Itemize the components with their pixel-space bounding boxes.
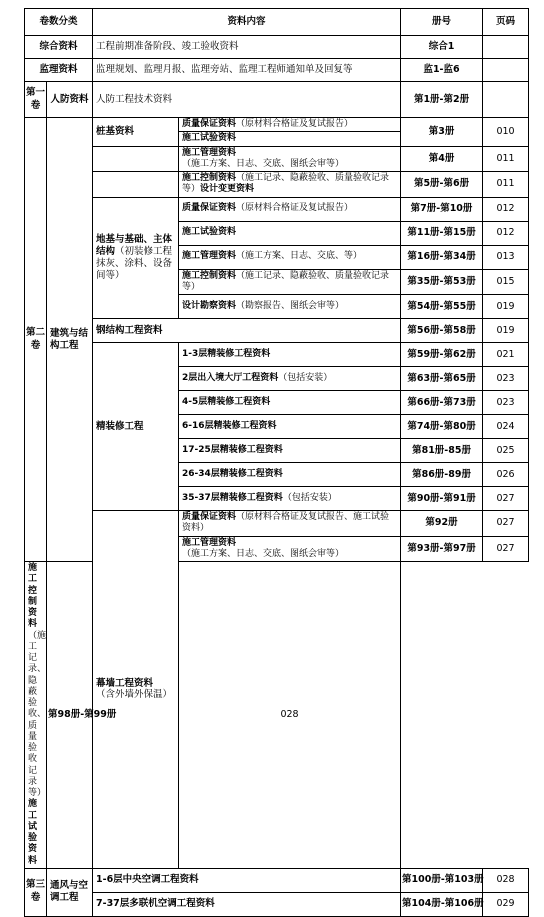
item-content: [179, 391, 401, 415]
row-book: 第66册-第73册: [401, 391, 483, 415]
row-book: 第11册-第15册: [401, 221, 483, 245]
item-title: 26-34层精装修工程资料: [182, 468, 283, 479]
item-title: 17-25层精装修工程资料: [182, 444, 283, 455]
row-page: [483, 82, 529, 118]
volume-label: 第三卷: [25, 868, 47, 916]
header-page-number: 页码: [483, 9, 529, 36]
item-title: 施工管理资料: [182, 537, 237, 548]
row-book: 第7册-第10册: [401, 197, 483, 221]
archive-index-table: [24, 8, 529, 917]
header-volume-category: 卷数分类: [25, 9, 93, 36]
item-content: [179, 221, 401, 245]
item-title: 施工管理资料: [182, 251, 237, 262]
group-note: （初装修工程抹灰、涂料、设备间等）: [96, 245, 173, 281]
row-book: 综合1: [401, 36, 483, 59]
item-content: [179, 511, 401, 537]
row-page: 028: [179, 562, 401, 869]
row-book: 第74册-第80册: [401, 415, 483, 439]
item-note: （原材料合格证及复试报告）: [236, 119, 354, 129]
item-content: [25, 562, 47, 869]
item-content: [179, 536, 401, 562]
item-title: 施工管理资料: [182, 147, 237, 158]
row-page: 012: [483, 221, 529, 245]
row-page: 024: [483, 415, 529, 439]
volume-label: 第一卷: [25, 82, 47, 118]
row-page: 019: [483, 319, 529, 343]
row-category: 监理资料: [25, 59, 93, 82]
table-row: [25, 343, 529, 367]
item-content: [179, 172, 401, 198]
item-title: 设计勘察资料: [182, 300, 237, 311]
item-content: [179, 415, 401, 439]
table-row: [25, 59, 529, 82]
table-row: [25, 172, 529, 198]
row-page: 011: [483, 172, 529, 198]
row-book: 第63册-第65册: [401, 367, 483, 391]
row-content: 监理规划、监理月报、监理旁站、监理工程师通知单及回复等: [93, 59, 401, 82]
item-title: 质量保证资料: [182, 203, 237, 214]
row-category: 通风与空调工程: [47, 868, 93, 916]
item-title: 施工试验资料: [182, 227, 237, 238]
table-row: [25, 36, 529, 59]
row-content: 1-6层中央空调工程资料: [93, 868, 401, 892]
item-title-secondary: 施工试验资料: [28, 799, 38, 866]
item-content: [179, 197, 401, 221]
row-book: 第54册-第55册: [401, 295, 483, 319]
item-note: （施工记录、隐蔽验收、质量验收记录等）: [182, 270, 390, 292]
item-title: 6-16层精装修工程资料: [182, 420, 277, 431]
table-row: [25, 146, 529, 172]
item-note: （施工方案、日志、交底、等）: [236, 251, 363, 262]
volume-label: 第二卷: [25, 118, 47, 562]
row-page: 015: [483, 269, 529, 295]
row-book: 第104册-第106册: [401, 892, 483, 916]
table-row: [25, 82, 529, 118]
row-page: 026: [483, 463, 529, 487]
header-content: 资料内容: [93, 9, 401, 36]
item-content: [179, 343, 401, 367]
row-book: 第3册: [401, 118, 483, 147]
row-page: 019: [483, 295, 529, 319]
row-page: [483, 36, 529, 59]
item-note: （勘察报告、图纸会审等）: [236, 300, 345, 311]
item-content: [179, 132, 401, 146]
row-page: 027: [483, 536, 529, 562]
item-note: （施工方案、日志、交底、图纸会审等）: [182, 548, 345, 559]
row-category: 建筑与结构工程: [47, 118, 93, 562]
item-content: [179, 245, 401, 269]
item-title: 质量保证资料: [182, 512, 237, 522]
row-book: 第92册: [401, 511, 483, 537]
row-page: 013: [483, 245, 529, 269]
item-title: 施工控制资料: [28, 563, 38, 630]
item-content: [179, 367, 401, 391]
row-book: 第1册-第2册: [401, 82, 483, 118]
row-page: 010: [483, 118, 529, 147]
item-title: 2层出入境大厅工程资料: [182, 372, 279, 383]
row-book: 第86册-89册: [401, 463, 483, 487]
row-page: 029: [483, 892, 529, 916]
row-content: 人防工程技术资料: [93, 82, 401, 118]
row-page: 012: [483, 197, 529, 221]
row-page: 027: [483, 487, 529, 511]
item-content: [179, 487, 401, 511]
row-page: 025: [483, 439, 529, 463]
header-book-number: 册号: [401, 9, 483, 36]
table-header-row: [25, 9, 529, 36]
row-book: 第16册-第34册: [401, 245, 483, 269]
group-label: [93, 197, 179, 319]
table-row: [25, 319, 529, 343]
item-content: [179, 463, 401, 487]
row-content: 钢结构工程资料: [93, 319, 401, 343]
row-book: 第100册-第103册: [401, 868, 483, 892]
row-page: [483, 59, 529, 82]
row-book: 第93册-第97册: [401, 536, 483, 562]
item-title: 施工试验资料: [182, 133, 237, 144]
item-note: （原材料合格证及复试报告）: [236, 203, 354, 214]
row-book: 第90册-第91册: [401, 487, 483, 511]
table-row: [25, 118, 529, 132]
item-title: 35-37层精装修工程资料: [182, 492, 283, 503]
table-row: [25, 197, 529, 221]
group-title: 地基与基础、主体结构: [96, 234, 173, 257]
row-book: 第5册-第6册: [401, 172, 483, 198]
item-note: （施工方案、日志、交底、图纸会审等）: [182, 158, 345, 169]
table-row: [25, 868, 529, 892]
row-content: 工程前期准备阶段、竣工验收资料: [93, 36, 401, 59]
row-page: 023: [483, 391, 529, 415]
group-note: （含外墙外保温）: [96, 689, 173, 701]
row-category: 综合资料: [25, 36, 93, 59]
item-title: 质量保证资料: [182, 119, 237, 129]
item-title: 施工控制资料: [182, 173, 237, 183]
row-page: 011: [483, 146, 529, 172]
group-title: 幕墙工程资料: [96, 677, 154, 689]
table-row: [25, 511, 529, 537]
row-book: 第56册-第58册: [401, 319, 483, 343]
item-note: （施工记录、隐蔽验收、质量验收记录等）: [182, 173, 390, 195]
item-note: （包括安装）: [278, 372, 333, 383]
row-page: 027: [483, 511, 529, 537]
table-row: [25, 892, 529, 916]
item-note: （原材料合格证及复试报告、施工试验资料）: [182, 512, 390, 534]
item-title-secondary: 设计变更资料: [200, 184, 255, 195]
group-label: 桩基资料: [93, 118, 179, 147]
row-content: 7-37层多联机空调工程资料: [93, 892, 401, 916]
row-page: 023: [483, 367, 529, 391]
row-book: 第81册-85册: [401, 439, 483, 463]
item-title: 1-3层精装修工程资料: [182, 348, 271, 359]
item-content: [179, 439, 401, 463]
item-content: [179, 118, 401, 132]
item-content: [179, 295, 401, 319]
row-page: 028: [483, 868, 529, 892]
row-book: 第4册: [401, 146, 483, 172]
row-book: 第98册-第99册: [47, 562, 93, 869]
item-title: 施工控制资料: [182, 270, 237, 281]
item-content: [179, 269, 401, 295]
group-label: [93, 511, 179, 869]
item-note: （包括安装）: [282, 492, 337, 503]
group-label: [93, 146, 179, 172]
row-page: 021: [483, 343, 529, 367]
item-title: 4-5层精装修工程资料: [182, 396, 271, 407]
row-category: 人防资料: [47, 82, 93, 118]
group-label: [93, 172, 179, 198]
row-book: 第59册-第62册: [401, 343, 483, 367]
item-note: （施工记录、隐蔽验收、质量验收记录等）: [28, 630, 47, 798]
row-book: 第35册-第53册: [401, 269, 483, 295]
group-label: 精装修工程: [93, 343, 179, 511]
item-content: [179, 146, 401, 172]
row-book: 监1-监6: [401, 59, 483, 82]
